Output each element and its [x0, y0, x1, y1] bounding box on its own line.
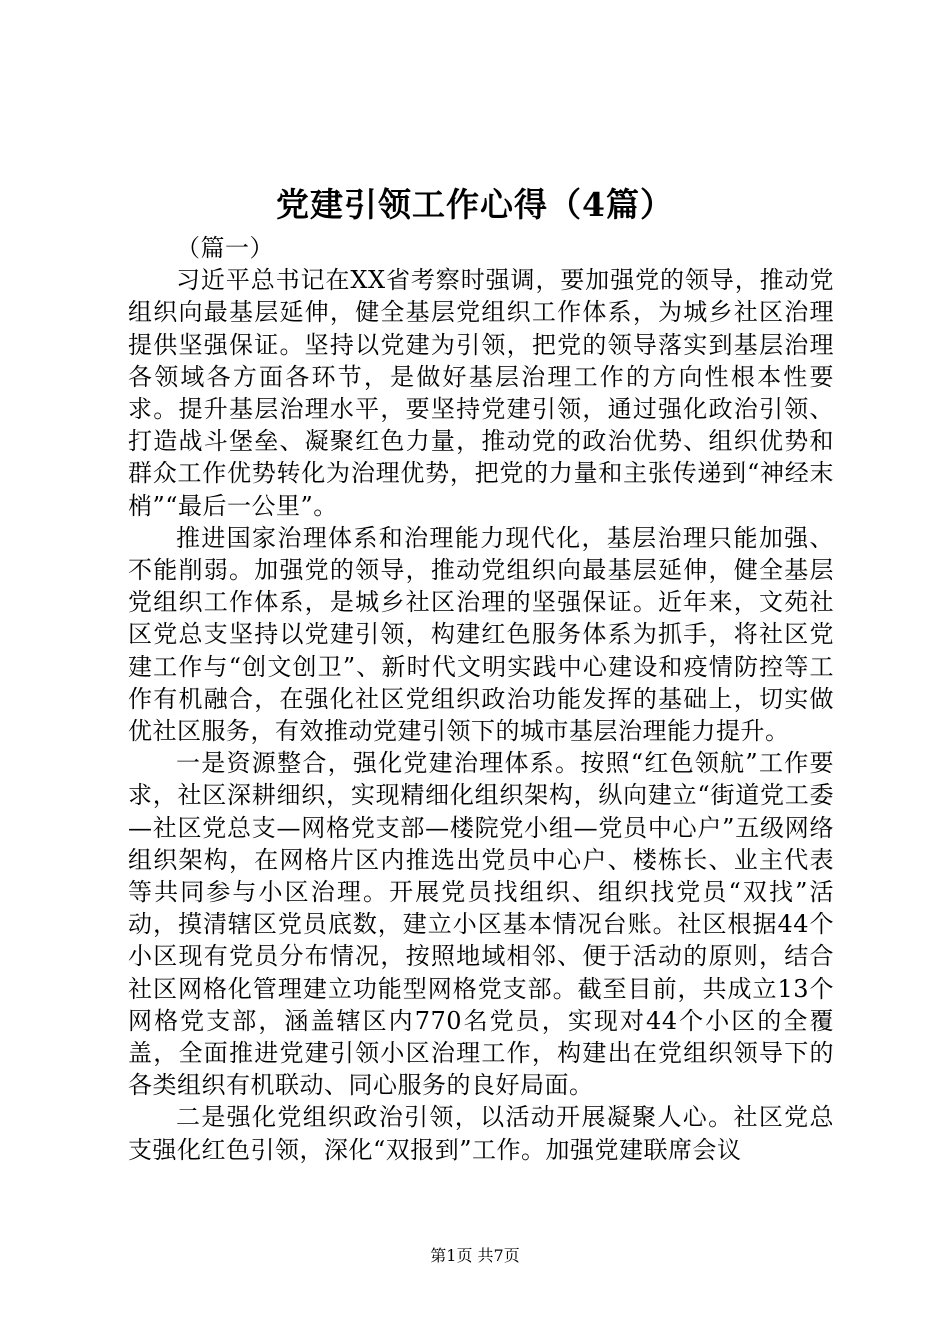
paragraph-1: 习近平总书记在XX省考察时强调，要加强党的领导，推动党组织向最基层延伸，健全基层党组织工作体系，为城乡社区治理提供坚强保证。坚持以党建为引领，把党的领导落实到基层治理各领域各方面各环节，是做好基层治理工作的方向性根本性要求。提升基层治理水平，要坚持党建引领，通过强化政治引领、打造战斗堡垒、凝聚红色力量，推动党的政治优势、组织优势和群众工作优势转化为治理优势，把党的力量和主张传递到“神经末梢”“最后一公里”。 [128, 266, 834, 520]
document-body [128, 232, 834, 1166]
paragraph-2: 推进国家治理体系和治理能力现代化，基层治理只能加强、不能削弱。加强党的领导，推动党组织向最基层延伸，健全基层党组织工作体系，是城乡社区治理的坚强保证。近年来，文苑社区党总支坚持以党建引领，构建红色服务体系为抓手，将社区党建工作与“创文创卫”、新时代文明实践中心建设和疫情防控等工作有机融合，在强化社区党组织政治功能发挥的基础上，切实做优社区服务，有效推动党建引领下的城市基层治理能力提升。 [128, 523, 834, 746]
paragraph-4: 二是强化党组织政治引领，以活动开展凝聚人心。社区党总支强化红色引领，深化“双报到”工作。加强党建联席会议 [128, 1103, 834, 1164]
paragraph-3: 一是资源整合，强化党建治理体系。按照“红色领航”工作要求，社区深耕细织，实现精细化组织架构，纵向建立“街道党工委—社区党总支—网格党支部—楼院党小组—党员中心户”五级网络组织架构，在网格片区内推选出党员中心户、楼栋长、业主代表等共同参与小区治理。开展党员找组织、组织找党员“双找”活动，摸清辖区党员底数，建立小区基本情况台账。社区根据44个小区现有党员分布情况，按照地域相邻、便于活动的原则，结合社区网格化管理建立功能型网格党支部。截至目前，共成立13个网格党支部，涵盖辖区内770名党员，实现对44个小区的全覆盖，全面推进党建引领小区治理工作，构建出在党组织领导下的各类组织有机联动、同心服务的良好局面。 [128, 749, 834, 1100]
section-label: （篇一） [176, 234, 274, 262]
page-footer: 第1页 共7页 [430, 1246, 520, 1265]
document-title: 党建引领工作心得（4篇） [276, 185, 674, 224]
